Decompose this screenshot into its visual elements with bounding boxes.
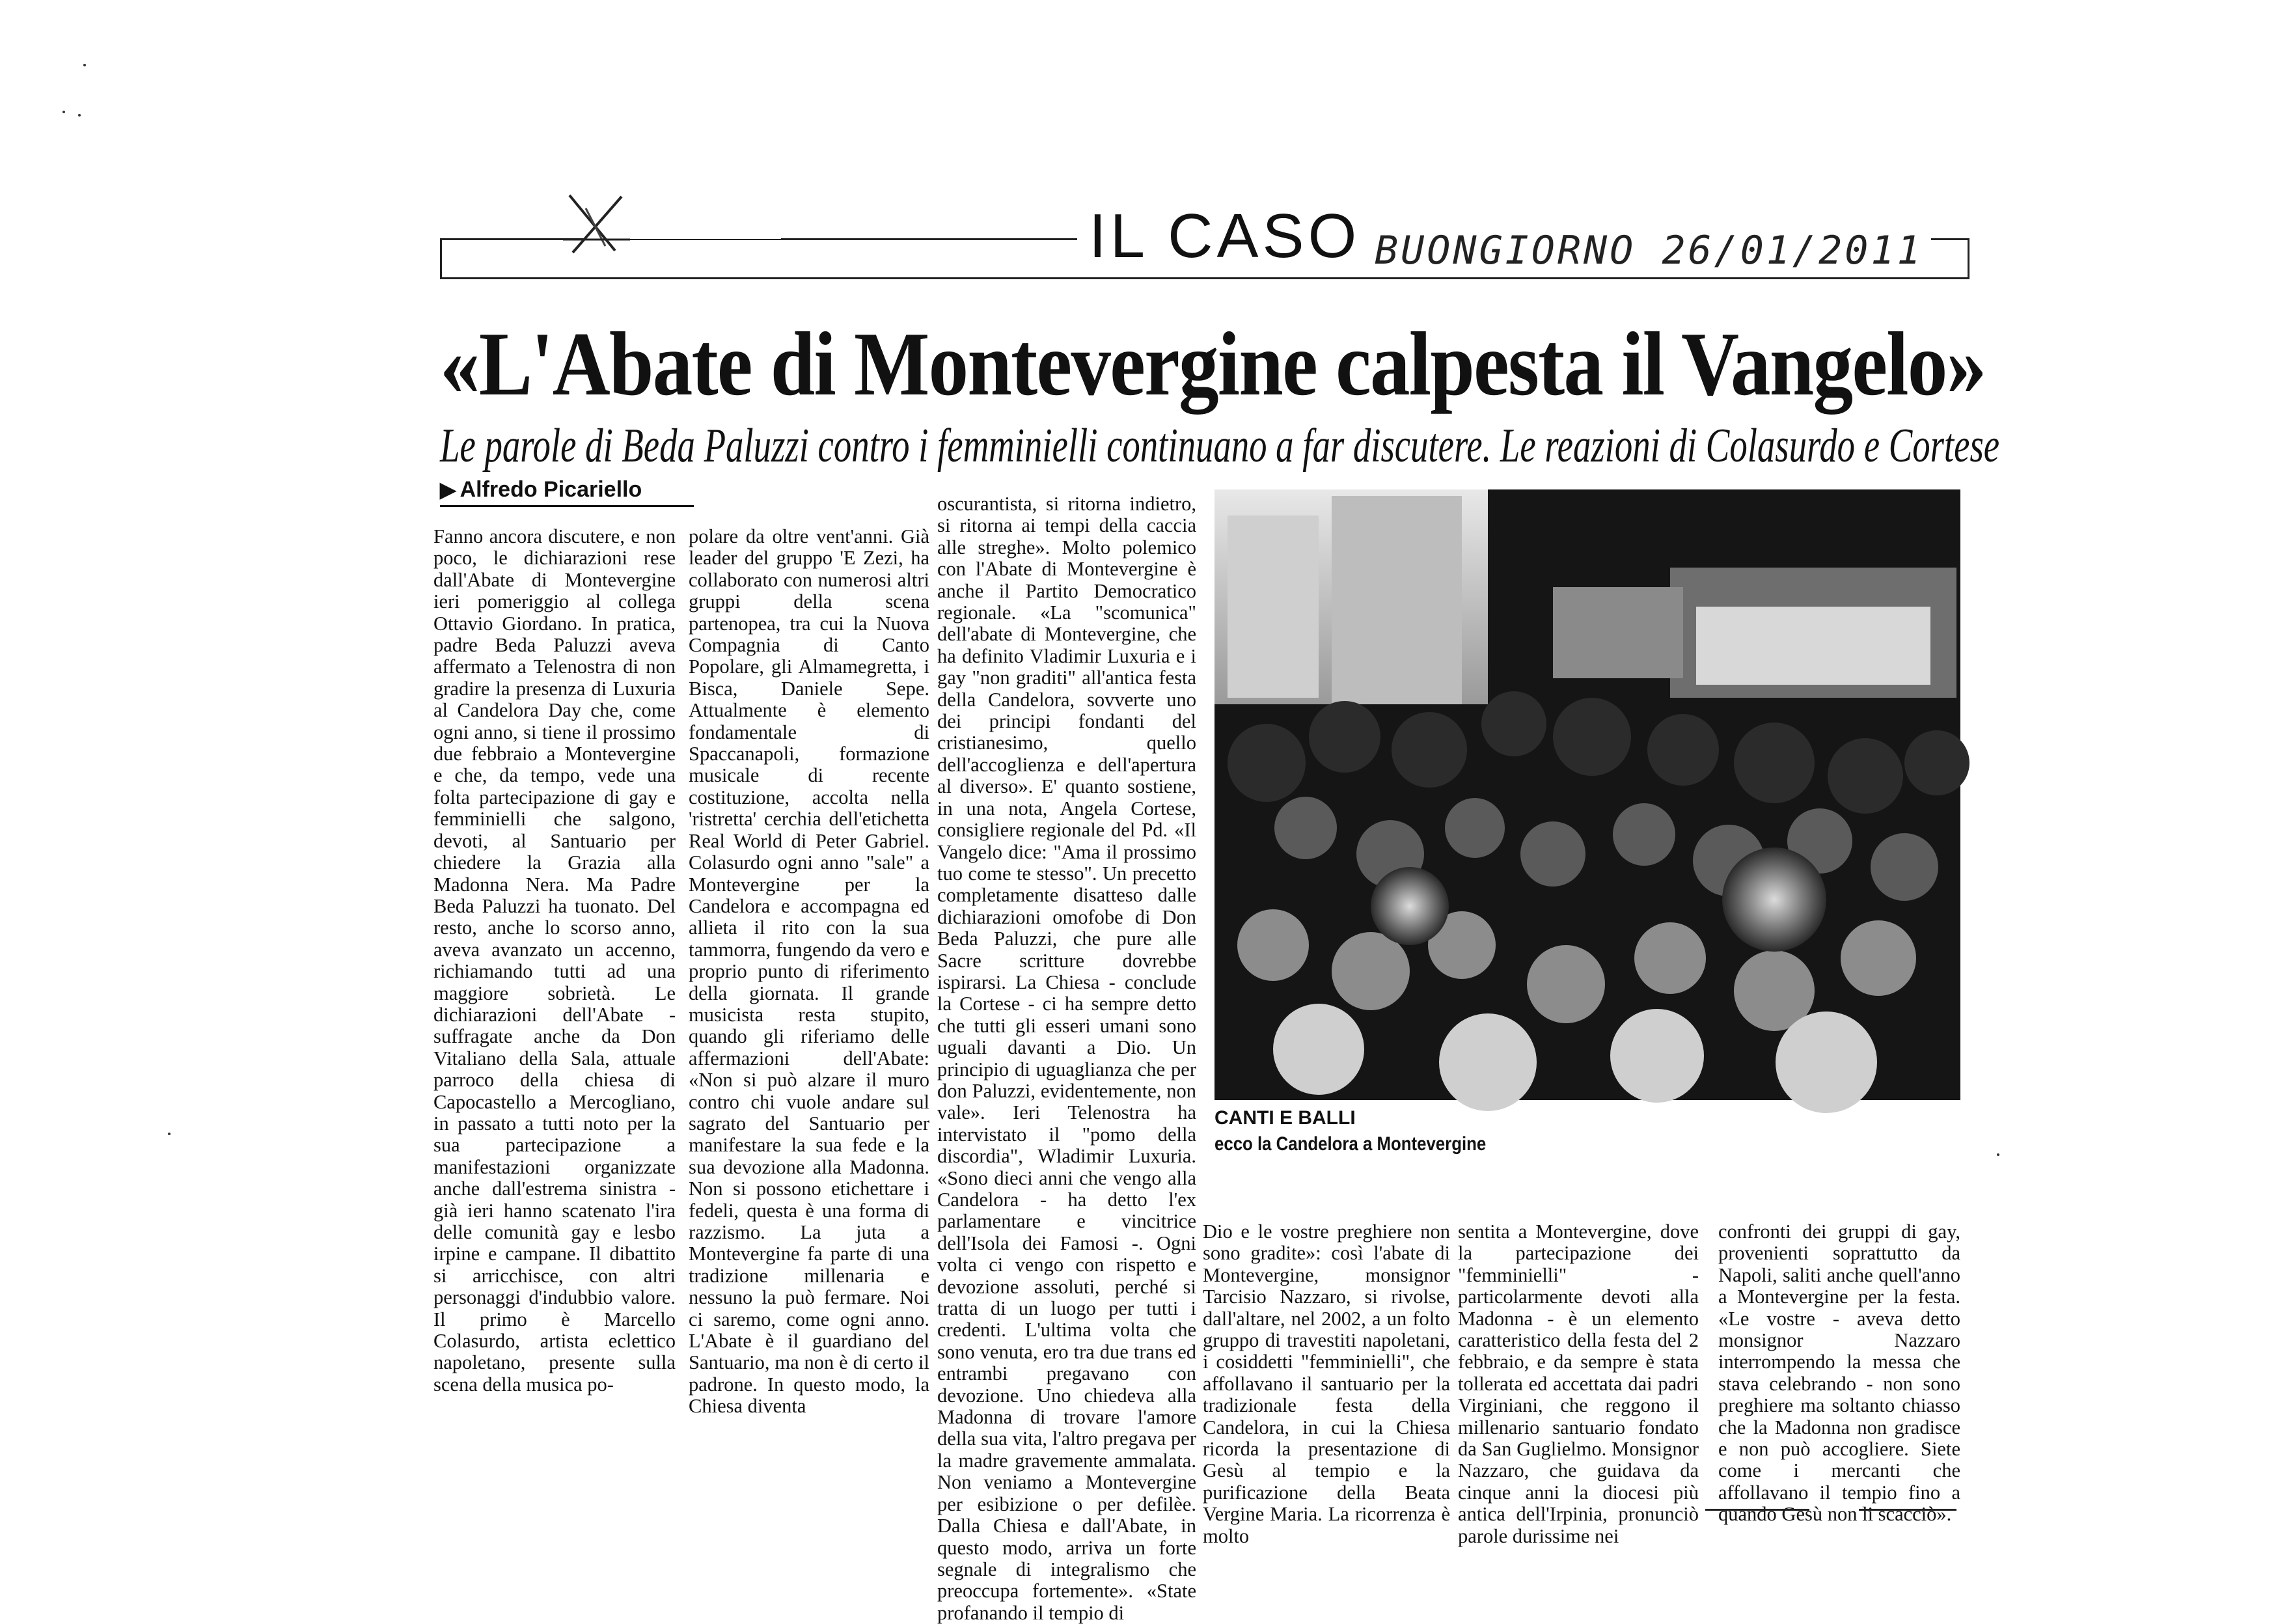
byline-arrow-icon: ▶: [440, 478, 456, 501]
cross-out-mark-icon: [560, 189, 631, 260]
article-subheadline: Le parole di Beda Paluzzi contro i femminielli continuano a far discutere. Le reazioni di Colasurdo e Cortese: [440, 419, 2000, 473]
article-end-rule: [1705, 1509, 1809, 1511]
scan-speck: [62, 111, 65, 113]
article-headline: «L'Abate di Montevergine calpesta il Vangelo»: [440, 314, 1986, 415]
crowd-photo-image: [1214, 489, 1960, 1100]
section-label: IL CASO: [1077, 205, 1372, 268]
photo-caption-title: CANTI E BALLI: [1214, 1107, 1356, 1129]
handwritten-source-date: BUONGIORNO 26/01/2011: [1367, 228, 1931, 273]
article-column-4: Dio e le vostre preghiere non sono gradite»: così l'abate di Montevergine, monsignor Tarcisio Nazzaro, si rivolse, dall'altare, nel 2002, a un folto gruppo di travestiti napoletani, i cosiddetti "femminielli", che affollavano il santuario per la tradizionale festa della Candelora, in cui la Chiesa ricorda la presentazione di Gesù al tempio e la purificazione della Beata Vergine Maria. La ricorrenza è molto: [1203, 1220, 1450, 1547]
photo-caption-text: ecco la Candelora a Montevergine: [1214, 1133, 1487, 1155]
header-rule: [1968, 238, 1969, 279]
article-column-3: oscurantista, si ritorna indietro, si ritorna ai tempi della caccia alle streghe». Molto polemico con l'Abate di Montevergine è anche il Partito Democratico regionale. «La "scomunica" dell'abate di Montevergine, che ha definito Vladimir Luxuria e i gay "non graditi" all'antica festa della Candelora, sovverte uno dei principi fondanti del cristianesimo, quello dell'accoglienza e dell'apertura al diverso». E' quanto sostiene, in una nota, Angela Cortese, consigliere regionale del Pd. «Il Vangelo dice: "Ama il prossimo tuo come te stesso". Un precetto completamente disatteso dalle dichiarazioni omofobe di Don Beda Paluzzi, che pure alle Sacre scritture dovrebbe ispirarsi. La Chiesa - conclude la Cortese - ci ha sempre detto che tutti gli esseri umani sono uguali davanti a Dio. Un principio di uguaglianza che per don Paluzzi, evidentemente, non vale». Ieri Telenostra ha intervistato il "pomo della discordia", Wladimir Luxuria. «Sono dieci anni che vengo alla Candelora - ha detto l'ex parlamentare e vincitrice dell'Isola dei Famosi -. Ogni volta ci vengo con rispetto e devozione assoluti, perché si tratta di un luogo per tutti i credenti. L'ultima volta che sono venuta, ero tra due trans ed entrambi pregavano con devozione. Uno chiedeva alla Madonna di trovare l'amore della sua vita, l'altro pregava per la madre gravemente ammalata. Non veniamo a Montevergine per esibizione o per defilèe. Dalla Chiesa e dall'Abate, in questo modo, arriva un forte segnale di integralismo che preoccupa fortemente». «State profanando il tempio di: [937, 493, 1196, 1624]
scan-speck: [1997, 1153, 1999, 1156]
article-column-2: polare da oltre vent'anni. Già leader del gruppo 'E Zezi, ha collaborato con numerosi altri gruppi della scena partenopea, tra cui la Nuova Compagnia di Canto Popolare, gli Almamegretta, i Bisca, Daniele Sepe. Attualmente è elemento fondamentale di Spaccanapoli, formazione musicale di recente costituzione, accolta nella 'ristretta' cerchia dell'etichetta Real World di Peter Gabriel. Colasurdo ogni anno "sale" a Montevergine per la Candelora e accompagna ed allieta il rito con la sua tammorra, fungendo da vero e proprio punto di riferimento della giornata. Il grande musicista resta stupito, quando gli riferiamo delle affermazioni dell'Abate: «Non si può alzare il muro contro chi vuole andare sul sagrato del Santuario per manifestare la sua fede e la sua devozione alla Madonna. Non si possono etichettare i fedeli, questa è una forma di razzismo. La juta a Montevergine fa parte di una tradizione millenaria e nessuno la può fermare. Noi ci saremo, come ogni anno. L'Abate è il guardiano del Santuario, ma non è di certo il padrone. In questo modo, la Chiesa diventa: [689, 525, 929, 1418]
article-column-6: confronti dei gruppi di gay, provenienti soprattutto da Napoli, saliti anche quell'anno a Montevergine per la festa. «Le vostre - aveva detto monsignor Nazzaro interrompendo la messa che stava celebrando - non sono preghiere ma soltanto chiasso che la Madonna non gradisce e non può accogliere. Siete come i mercanti che affollavano il tempio fino a quando Gesù non li scacciò».: [1718, 1220, 1960, 1526]
crowd-photo: [1214, 489, 1960, 1100]
header-rule: [440, 277, 1969, 279]
scan-speck: [78, 114, 81, 117]
article-end-rule: [1859, 1509, 1956, 1511]
byline-author: Alfredo Picariello: [460, 477, 642, 502]
scan-speck: [168, 1133, 171, 1135]
header-rule: [440, 238, 442, 279]
byline: [440, 474, 694, 507]
scan-speck: [83, 64, 86, 66]
article-column-5: sentita a Montevergine, dove la partecipazione dei "femminielli" - particolarmente devoti alla Madonna - è un elemento caratteristico della festa del 2 febbraio, e da sempre è stata tollerata ed accettata dai padri Virginiani, che reggono il millenario santuario fondato da San Guglielmo. Monsignor Nazzaro, che guidava da cinque anni la diocesi più antica dell'Irpinia, pronunciò parole durissime nei: [1458, 1220, 1699, 1547]
article-column-1: Fanno ancora discutere, e non poco, le dichiarazioni rese dall'Abate di Montevergine ieri pomeriggio al collega Ottavio Giordano. In pratica, padre Beda Paluzzi aveva affermato a Telenostra di non gradire la presenza di Luxuria al Candelora Day che, come ogni anno, si tiene il prossimo due febbraio a Montevergine e che, da tempo, vede una folta partecipazione di gay e femminielli che salgono, devoti, al Santuario per chiedere la Grazia alla Madonna Nera. Ma Padre Beda Paluzzi ha tuonato. Del resto, anche lo scorso anno, aveva avanzato un accenno, richiamando tutti ad una maggiore sobrietà. Le dichiarazioni dell'Abate - suffragate anche da Don Vitaliano della Sala, attuale parroco della chiesa di Capocastello a Mercogliano, in passato a tutti noto per la sua partecipazione a manifestazioni organizzate anche dall'estrema sinistra - già ieri hanno scatenato l'ira delle comunità gay e lesbo irpine e campane. Il dibattito si arricchisce, con altri personaggi d'indubbio valore. Il primo è Marcello Colasurdo, artista eclettico napoletano, presente sulla scena della musica po-: [433, 525, 676, 1396]
